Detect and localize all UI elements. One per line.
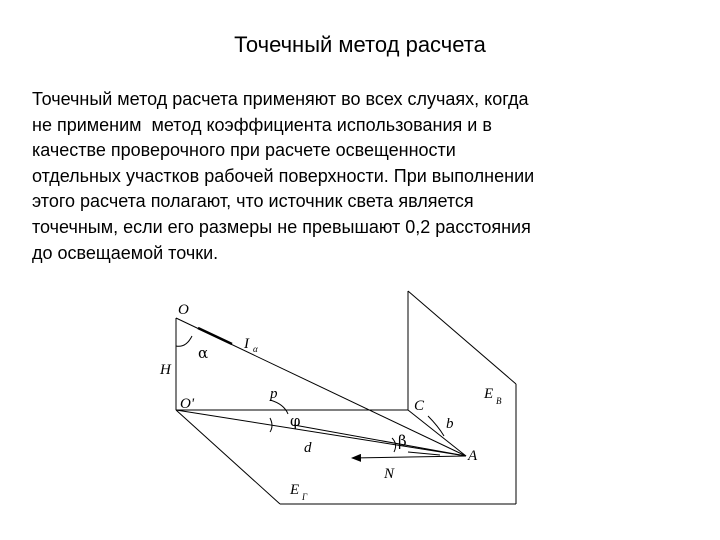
page-title: Точечный метод расчета [234, 32, 486, 57]
body-line: до освещаемой точки. [32, 242, 219, 263]
label-beta: β [398, 432, 407, 450]
label-i: I [244, 336, 249, 352]
label-p: p [270, 386, 278, 402]
horizontal-plane [176, 410, 516, 504]
label-o: O [178, 302, 189, 318]
label-c: C [414, 398, 425, 414]
label-e-g: E [290, 482, 300, 498]
tick-mark [408, 452, 440, 455]
label-o-prime: O' [180, 396, 195, 412]
label-i-sub: α [253, 344, 258, 354]
label-phi: φ [290, 412, 301, 430]
label-a: A [468, 448, 478, 464]
alpha-arc [176, 336, 192, 346]
c-arc [428, 416, 444, 436]
body-line: качестве проверочного при расчете освещенности [32, 140, 456, 161]
label-h: H [160, 362, 171, 378]
label-e: E [484, 386, 494, 402]
body-line: отдельных участков рабочей поверхности. При выполнении [32, 165, 535, 186]
label-b: b [446, 416, 454, 432]
intensity-arrow [198, 328, 232, 344]
body-line: Точечный метод расчета применяют во всех случаях, когда [32, 89, 529, 109]
label-alpha: α [198, 344, 209, 362]
body-line: этого расчета полагают, что источник света является [32, 191, 474, 212]
label-n: N [384, 466, 395, 482]
body-line: точечным, если его размеры не превышают 0,2 расстояния [32, 216, 531, 237]
normal-arrow [352, 456, 466, 458]
label-e-g-sub: Г [302, 492, 308, 502]
p-tick [270, 400, 288, 414]
label-e-v-sub: В [496, 396, 502, 406]
body-line: не применим метод коэффициента использования и в [32, 114, 492, 135]
label-d: d [304, 440, 312, 456]
